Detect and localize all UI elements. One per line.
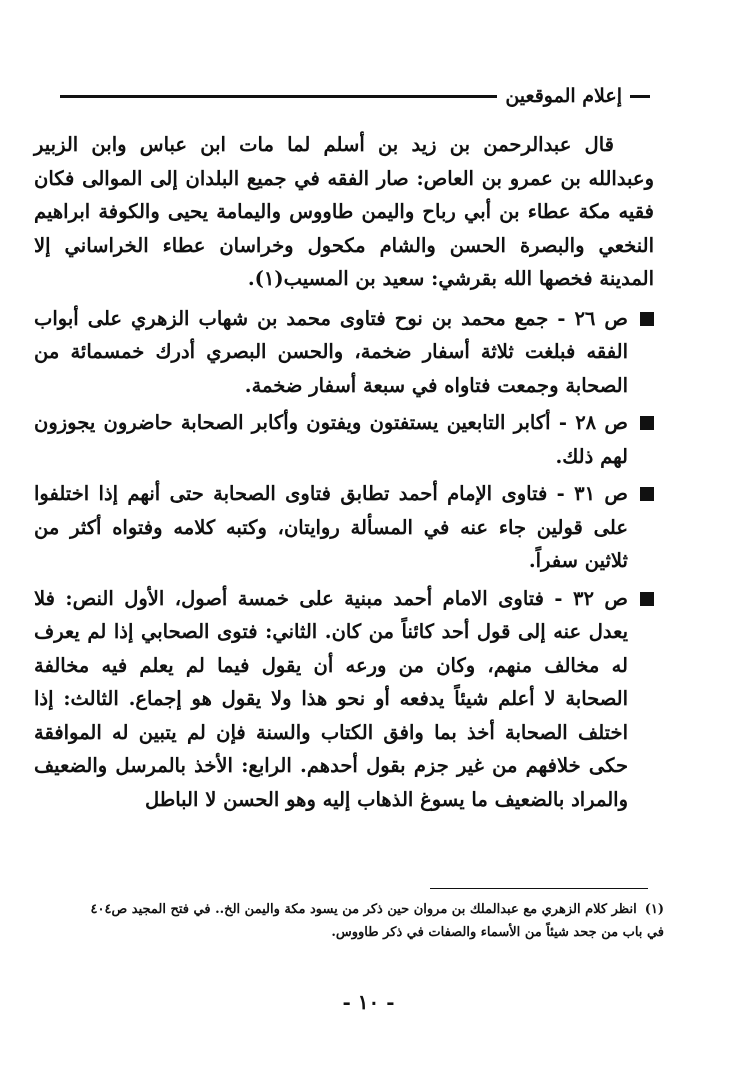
square-bullet-icon (640, 487, 654, 501)
page-body (34, 128, 654, 820)
list-item-text: ص ٢٦ - جمع محمد بن نوح فتاوى محمد بن شهاب الزهري على أبواب الفقه فبلغت ثلاثة أسفار ضخمة، والحسن البصري أدرك خمسمائة من الصحابة وجمعت فتاواه في سبعة أسفار ضخمة. (34, 306, 628, 397)
page-number: - ١٠ - (342, 990, 395, 1014)
list-item (34, 477, 654, 578)
footnote-line-1 (34, 898, 664, 921)
footnote-text-1: انظر كلام الزهري مع عبدالملك بن مروان حين ذكر من يسود مكة واليمن الخ.. في فتح المجيد ص٤٠٤ (90, 902, 637, 917)
square-bullet-icon (640, 416, 654, 430)
header-title: إعلام الموقعين (505, 85, 622, 107)
list-item-text: ص ٢٨ - أكابر التابعين يستفتون ويفتون وأكابر الصحابة حاضرون يجوزون لهم ذلك. (34, 411, 628, 468)
header-rule (60, 95, 497, 98)
list-item (34, 302, 654, 403)
intro-paragraph: قال عبدالرحمن بن زيد بن أسلم لما مات ابن عباس وابن الزبير وعبدالله بن عمرو بن العاص: صار الفقه في جميع البلدان إلى الموالى فكان فقيه مكة عطاء بن أبي رباح واليمن طاووس واليمامة يحيى والكوفة ابراهيم النخعي والبصرة الحسن والشام مكحول وخراسان عطاء الخراساني إلا المدينة فخصها الله بقرشي: سعيد بن المسيب(١). (34, 133, 654, 290)
running-header (60, 84, 650, 108)
list-item-text: ص ٣١ - فتاوى الإمام أحمد تطابق فتاوى الصحابة حتى أنهم إذا اختلفوا على قولين جاء عنه في المسألة روايتان، وكتبه كلامه وفتواه أكثر من ثلاثين سفراً. (34, 482, 628, 572)
list-item (34, 582, 654, 817)
square-bullet-icon (640, 592, 654, 606)
footnote-marker: (١) (644, 902, 664, 917)
list-item (34, 406, 654, 473)
footnote-text-2: في باب من جحد شيئاً من الأسماء والصفات في ذكر طاووس. (331, 925, 664, 940)
square-bullet-icon (640, 312, 654, 326)
footnote-rule (430, 888, 648, 889)
list-item-text: ص ٣٢ - فتاوى الامام أحمد مبنية على خمسة أصول، الأول النص: فلا يعدل عنه إلى قول أحد كائناً من كان. الثاني: فتوى الصحابي إذا لم يعرف له مخالف منهم، وكان من ورعه أن يقول فيما لم يعلم فيه مخالفة الصحابة لا أعلم شيئاً يدفعه أو نحو هذا ولا يقول هو إجماع. الثالث: إذا اختلف الصحابة أخذ بما وافق الكتاب والسنة فإن لم يتبين له الموافقة حكى خلافهم من غير جزم بقول أحدهم. الرابع: الأخذ بالمرسل والضعيف والمراد بالضعيف ما يسوغ الذهاب إليه وهو الحسن لا الباطل (34, 586, 629, 811)
header-dash (630, 95, 650, 98)
footnotes (34, 898, 664, 944)
footnote-line-2 (34, 921, 664, 944)
